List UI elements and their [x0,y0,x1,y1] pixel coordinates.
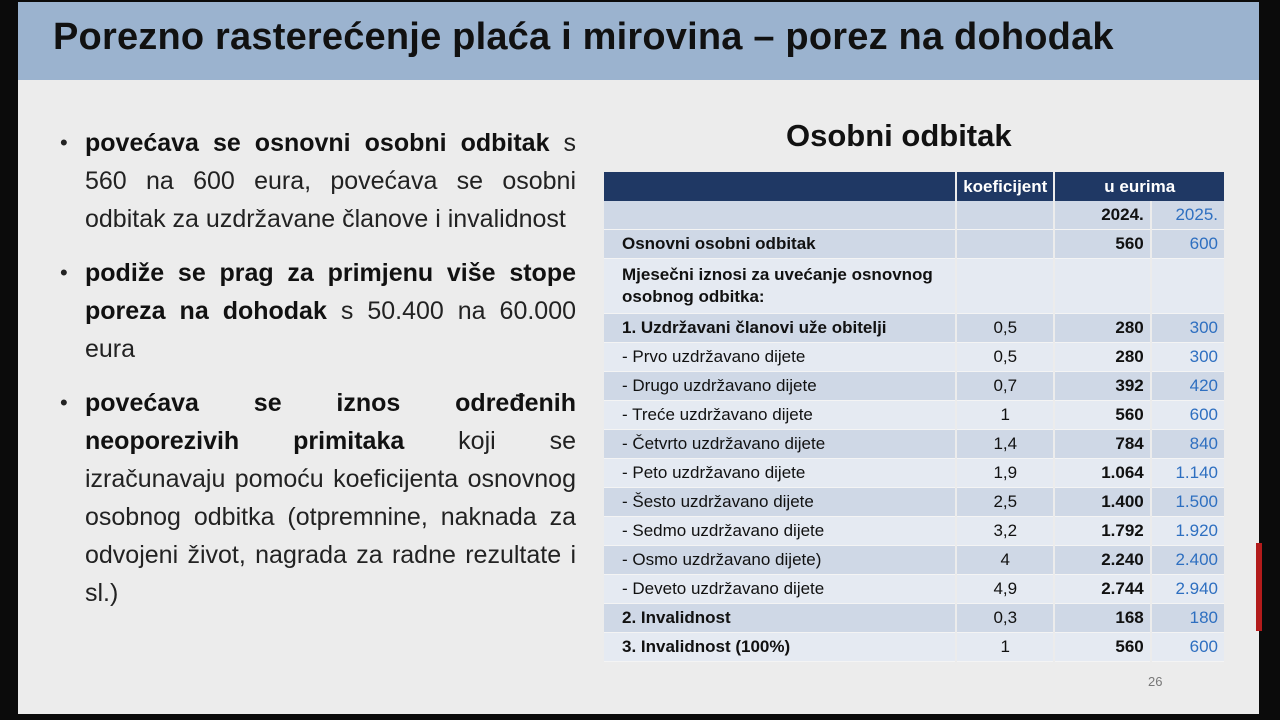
row-2025 [1152,259,1224,314]
bullet-dot-icon: • [60,390,68,415]
table-row [604,546,1224,575]
bullet-text: koji se izračunavaju pomoću koeficijenta osnovnog osobnog odbitka (otpremnine, naknada za odvojeni život, nagrada za radne rezultate i sl.) [85,427,577,607]
red-marker [1256,543,1262,631]
row-2024: 392 [1055,372,1149,401]
bullet-item [58,384,576,612]
row-2024: 560 [1055,633,1149,662]
years-koef-cell [957,201,1053,230]
row-label: Osnovni osobni odbitak [604,230,955,259]
page-number: 26 [1148,674,1163,689]
row-2025: 420 [1152,372,1224,401]
row-2024: 280 [1055,314,1149,343]
table-header-row [604,172,1224,201]
row-label: Mjesečni iznosi za uvećanje osnovnog osobnog odbitka: [604,259,955,314]
row-koef: 0,7 [957,372,1053,401]
row-2024: 784 [1055,430,1149,459]
bullet-bold-text: povećava se iznos određenih neoporezivih primitaka [85,389,576,455]
row-koef: 2,5 [957,488,1053,517]
deduction-table [602,172,1226,662]
row-2025: 1.140 [1152,459,1224,488]
table-row [604,430,1224,459]
bullet-item [58,124,576,238]
row-2024: 560 [1055,230,1149,259]
table-row [604,575,1224,604]
table-row [604,488,1224,517]
table-row [604,401,1224,430]
row-2025: 600 [1152,230,1224,259]
row-2025: 600 [1152,401,1224,430]
row-2024 [1055,259,1149,314]
table-row [604,372,1224,401]
table-row [604,343,1224,372]
row-koef: 1,9 [957,459,1053,488]
header-empty-cell [604,172,955,201]
row-label: - Deveto uzdržavano dijete [604,575,955,604]
slide-title: Porezno rasterećenje plaća i mirovina – porez na dohodak [53,16,1114,58]
title-bar [18,2,1259,80]
row-2024: 280 [1055,343,1149,372]
row-2025: 300 [1152,314,1224,343]
row-2025: 2.400 [1152,546,1224,575]
row-label: 3. Invalidnost (100%) [604,633,955,662]
table-row [604,314,1224,343]
row-2025: 1.920 [1152,517,1224,546]
row-koef: 1,4 [957,430,1053,459]
bullet-bold-text: podiže se prag za primjenu više stope poreza na dohodak [85,259,576,325]
row-2024: 1.064 [1055,459,1149,488]
bullet-dot-icon: • [60,260,68,285]
row-koef [957,230,1053,259]
header-koef: koeficijent [957,172,1053,201]
row-label: - Sedmo uzdržavano dijete [604,517,955,546]
row-2024: 2.240 [1055,546,1149,575]
table-row [604,459,1224,488]
row-2024: 560 [1055,401,1149,430]
bullet-item [58,254,576,368]
years-empty-cell [604,201,955,230]
row-2024: 1.792 [1055,517,1149,546]
row-label: - Drugo uzdržavano dijete [604,372,955,401]
bullet-text: s 560 na 600 eura, povećava se osobni odbitak za uzdržavane članove i invalidnost [85,129,576,233]
row-koef: 4 [957,546,1053,575]
table-title: Osobni odbitak [786,118,1012,153]
row-label: - Četvrto uzdržavano dijete [604,430,955,459]
row-2025: 300 [1152,343,1224,372]
row-koef: 1 [957,633,1053,662]
row-koef: 0,3 [957,604,1053,633]
row-koef: 4,9 [957,575,1053,604]
bullet-list [58,124,576,628]
row-2025: 840 [1152,430,1224,459]
row-2025: 180 [1152,604,1224,633]
row-koef: 0,5 [957,343,1053,372]
year-2025: 2025. [1152,201,1224,230]
row-2025: 1.500 [1152,488,1224,517]
bullet-bold-text: povećava se osnovni osobni odbitak [85,129,550,157]
table-row [604,517,1224,546]
row-label: - Osmo uzdržavano dijete) [604,546,955,575]
row-label: - Prvo uzdržavano dijete [604,343,955,372]
row-label: - Treće uzdržavano dijete [604,401,955,430]
slide [18,2,1259,714]
bullet-dot-icon: • [60,130,68,155]
row-koef: 0,5 [957,314,1053,343]
table-row [604,259,1224,314]
row-koef: 3,2 [957,517,1053,546]
row-koef: 1 [957,401,1053,430]
table-row [604,604,1224,633]
row-2024: 1.400 [1055,488,1149,517]
row-2024: 168 [1055,604,1149,633]
row-koef [957,259,1053,314]
row-2025: 2.940 [1152,575,1224,604]
table-row [604,230,1224,259]
row-2025: 600 [1152,633,1224,662]
row-label: 1. Uzdržavani članovi uže obitelji [604,314,955,343]
header-amounts: u eurima [1055,172,1224,201]
row-label: - Šesto uzdržavano dijete [604,488,955,517]
bullet-text: s 50.400 na 60.000 eura [85,297,576,363]
row-label: - Peto uzdržavano dijete [604,459,955,488]
table-years-row [604,201,1224,230]
row-2024: 2.744 [1055,575,1149,604]
table-row [604,633,1224,662]
year-2024: 2024. [1055,201,1149,230]
row-label: 2. Invalidnost [604,604,955,633]
